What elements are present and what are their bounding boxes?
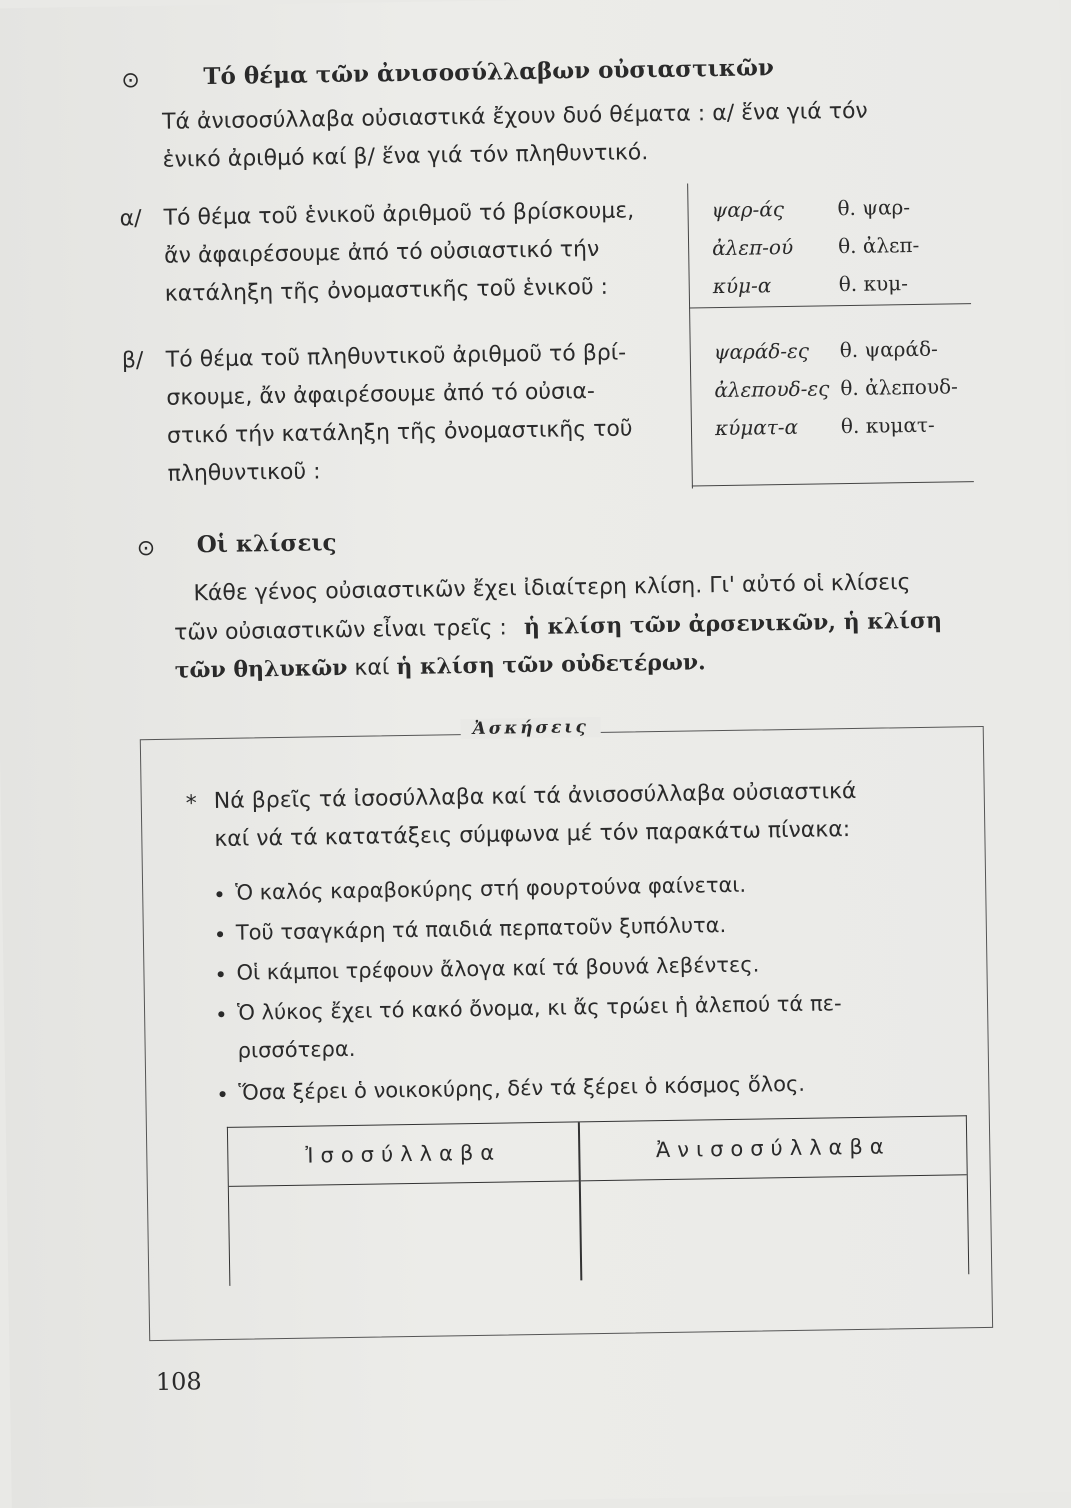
stem-table <box>119 179 969 487</box>
plural-stem: θ. ἀλεπουδ- <box>840 374 958 401</box>
declension-line-3-bold: τῶν θηλυκῶν <box>174 654 348 684</box>
table-bottom-rule <box>692 481 974 486</box>
star-icon: * <box>185 791 198 817</box>
singular-stem: θ. ψαρ- <box>837 195 911 221</box>
declension-line-3-bold-2: ἡ κλίση τῶν οὐδετέρων. <box>396 649 706 681</box>
plural-stem: θ. ψαράδ- <box>839 336 938 363</box>
bullet-icon: • <box>214 962 228 988</box>
exercises-title: Ἀσκήσεις <box>461 717 602 739</box>
bullet-icon: • <box>214 1002 228 1028</box>
section-bullet-icon: ⊙ <box>136 535 156 562</box>
declension-line-2-plain: τῶν οὐσιαστικῶν εἶναι τρεῖς : <box>173 615 508 646</box>
exercise-sentence-continued: ρισσότερα. <box>237 1036 356 1063</box>
declension-line-3 <box>174 643 706 690</box>
plural-rule-line-2: σκουμε, ἄν ἀφαιρέσουμε ἀπό τό οὐσια- <box>166 379 596 411</box>
plural-word: κύματ-α <box>714 414 799 441</box>
plural-word: ἀλεπουδ-ες <box>714 376 830 403</box>
section-title-stems: Τό θέμα τῶν ἀνισοσύλλαβων οὐσιαστικῶν <box>203 54 775 91</box>
exercises-box <box>140 717 993 1341</box>
plural-rule-line-3: στικό τήν κατάληξη τῆς ὀνομαστικῆς τοῦ <box>166 416 633 449</box>
plural-stem: θ. κυματ- <box>840 412 935 439</box>
plural-rule-line-4: πληθυντικοῦ : <box>167 459 321 487</box>
singular-word: ἀλεπ-ού <box>711 234 794 261</box>
declension-line-2-bold: ἡ κλίση τῶν ἀρσενικῶν, ἡ κλίση <box>523 607 943 641</box>
bullet-icon: • <box>216 1082 229 1108</box>
column-header-isosyllabic: Ἰσοσύλλαβα <box>228 1122 579 1186</box>
singular-stem: θ. ἀλεπ- <box>837 232 920 259</box>
table-vertical-rule <box>687 184 693 489</box>
singular-word: ψαρ-άς <box>711 197 785 223</box>
section-bullet-icon: ⊙ <box>121 68 141 94</box>
instruction-line-1: Νά βρεῖς τά ἰσοσύλλαβα καί τά ἀνισοσύλλαβα οὐσιαστικά <box>213 778 857 815</box>
exercise-sentence: Ὅσα ξέρει ὁ νοικοκύρης, δέν τά ξέρει ὁ κόσμος ὅλος. <box>238 1071 806 1105</box>
singular-stem: θ. κυμ- <box>838 271 909 297</box>
answer-table <box>227 1115 969 1286</box>
bullet-icon: • <box>213 882 226 908</box>
exercise-sentence: Τοῦ τσαγκάρη τά παιδιά περπατοῦν ξυπόλυτα. <box>235 913 727 945</box>
declension-line-1: Κάθε γένος οὐσιαστικῶν ἔχει ἰδιαίτερη κλίση. Γι' αὐτό οἱ κλίσεις <box>193 570 911 607</box>
plural-rule-line-1: Τό θέμα τοῦ πληθυντικοῦ ἀριθμοῦ τό βρί- <box>165 340 627 373</box>
instruction-line-2: καί νά τά κατατάξεις σύμφωνα μέ τόν παρακάτω πίνακα: <box>214 817 851 853</box>
intro-line-2: ἑνικό ἀριθμό καί β/ ἕνα γιά τόν πληθυντικό. <box>162 140 649 173</box>
intro-line-1: Τά ἀνισοσύλλαβα οὐσιαστικά ἔχουν δυό θέματα : α/ ἕνα γιά τόν <box>161 98 868 135</box>
exercise-sentence: Ὁ καλός καραβοκύρης στή φουρτούνα φαίνεται. <box>235 872 747 905</box>
page-number: 108 <box>155 1367 202 1397</box>
column-header-anisosyllabic: Ἀνισοσύλλαβα <box>580 1116 967 1181</box>
section-title-declensions: Οἱ κλίσεις <box>196 529 337 559</box>
exercise-sentence: Οἱ κάμποι τρέφουν ἄλογα καί τά βουνά λεβέντες. <box>236 952 760 985</box>
singular-word: κύμ-α <box>712 273 772 299</box>
plural-label: β/ <box>121 348 144 374</box>
singular-rule-line-3: κατάληξη τῆς ὀνομαστικῆς τοῦ ἑνικοῦ : <box>164 274 609 307</box>
exercise-sentence: Ὁ λύκος ἔχει τό κακό ὄνομα, κι ἄς τρώει ἡ ἀλεπού τά πε- <box>236 991 842 1025</box>
plural-word: ψαράδ-ες <box>713 338 810 365</box>
bullet-icon: • <box>213 922 227 948</box>
singular-rule-line-1: Τό θέμα τοῦ ἑνικοῦ ἀριθμοῦ τό βρίσκουμε, <box>163 198 635 231</box>
singular-rule-line-2: ἄν ἀφαιρέσουμε ἀπό τό οὐσιαστικό τήν <box>164 236 600 269</box>
declension-line-3-plain: καί <box>354 655 390 681</box>
singular-label: α/ <box>119 206 142 232</box>
